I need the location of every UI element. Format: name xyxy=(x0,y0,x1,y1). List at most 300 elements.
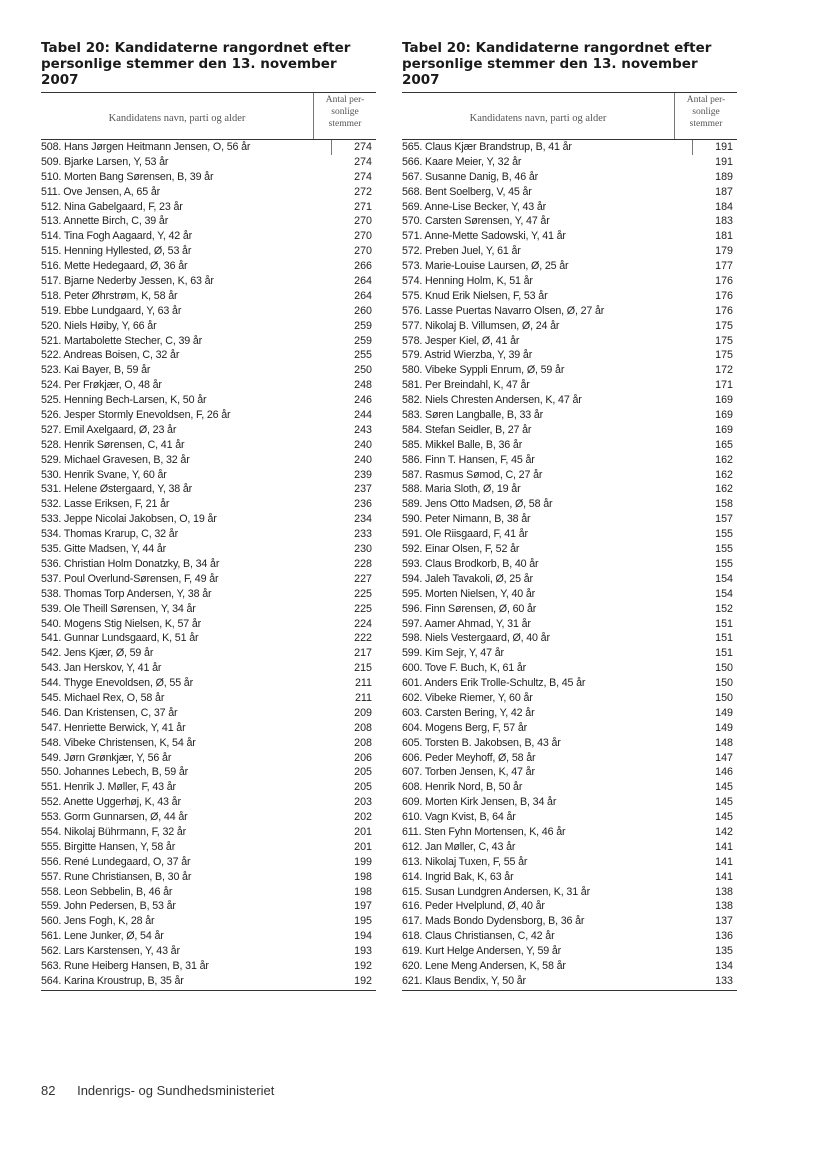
table-row xyxy=(402,229,737,244)
vote-count: 151 xyxy=(715,617,733,630)
candidate-name: 523. Kai Bayer, B, 59 år xyxy=(41,364,151,377)
table-row xyxy=(41,185,376,200)
vote-count: 138 xyxy=(715,900,733,913)
vote-count: 215 xyxy=(354,662,372,675)
vote-count: 149 xyxy=(715,721,733,734)
table-row xyxy=(41,959,376,974)
candidate-name: 520. Niels Høiby, Y, 66 år xyxy=(41,319,157,332)
vote-count: 243 xyxy=(354,423,372,436)
candidate-name: 586. Finn T. Hansen, F, 45 år xyxy=(402,453,535,466)
table-row xyxy=(41,438,376,453)
vote-count: 234 xyxy=(354,513,372,526)
candidate-name: 573. Marie-Louise Laursen, Ø, 25 år xyxy=(402,260,569,273)
table-row xyxy=(402,393,737,408)
candidate-name: 598. Niels Vestergaard, Ø, 40 år xyxy=(402,632,550,645)
table-row xyxy=(41,914,376,929)
table-row xyxy=(402,572,737,587)
table-row xyxy=(41,587,376,602)
table-row xyxy=(402,289,737,304)
table-row xyxy=(41,602,376,617)
table-row xyxy=(41,482,376,497)
vote-count: 211 xyxy=(354,691,372,704)
table-row xyxy=(402,959,737,974)
table-row xyxy=(41,721,376,736)
vote-count: 187 xyxy=(715,185,733,198)
table-row xyxy=(402,795,737,810)
candidate-name: 558. Leon Sebbelin, B, 46 år xyxy=(41,885,173,898)
candidate-name: 562. Lars Karstensen, Y, 43 år xyxy=(41,945,180,958)
table-row xyxy=(402,691,737,706)
vote-count: 158 xyxy=(715,498,733,511)
vote-count: 150 xyxy=(715,677,733,690)
table-row xyxy=(402,244,737,259)
vote-count: 169 xyxy=(715,423,733,436)
candidate-name: 582. Niels Chresten Andersen, K, 47 år xyxy=(402,394,582,407)
candidate-name: 518. Peter Øhrstrøm, K, 58 år xyxy=(41,289,178,302)
vote-count: 176 xyxy=(715,289,733,302)
vote-count: 138 xyxy=(715,885,733,898)
table-row xyxy=(402,527,737,542)
table-row xyxy=(41,200,376,215)
candidate-name: 603. Carsten Bering, Y, 42 år xyxy=(402,706,535,719)
vote-count: 246 xyxy=(354,394,372,407)
candidate-name: 509. Bjarke Larsen, Y, 53 år xyxy=(41,155,169,168)
candidate-table xyxy=(41,92,376,991)
vote-count: 150 xyxy=(715,691,733,704)
vote-count: 169 xyxy=(715,409,733,422)
vote-count: 202 xyxy=(354,811,372,824)
table-row xyxy=(402,736,737,751)
candidate-name: 542. Jens Kjær, Ø, 59 år xyxy=(41,647,154,660)
table-row xyxy=(41,259,376,274)
header-votes: Antal per-sonlige stemmer xyxy=(674,93,737,139)
vote-count: 230 xyxy=(354,543,372,556)
vote-count: 222 xyxy=(354,632,372,645)
vote-count: 155 xyxy=(715,528,733,541)
candidate-name: 508. Hans Jørgen Heitmann Jensen, O, 56 år xyxy=(41,140,332,155)
table-row xyxy=(402,378,737,393)
vote-count: 205 xyxy=(354,766,372,779)
candidate-name: 559. John Pedersen, B, 53 år xyxy=(41,900,176,913)
table-row xyxy=(41,617,376,632)
vote-count: 198 xyxy=(354,870,372,883)
candidate-name: 578. Jesper Kiel, Ø, 41 år xyxy=(402,334,520,347)
table-row xyxy=(402,676,737,691)
candidate-name: 601. Anders Erik Trolle-Schultz, B, 45 år xyxy=(402,677,586,690)
vote-count: 145 xyxy=(715,796,733,809)
table-row xyxy=(402,631,737,646)
vote-count: 162 xyxy=(715,483,733,496)
table-row xyxy=(41,706,376,721)
vote-count: 225 xyxy=(354,587,372,600)
candidate-name: 604. Mogens Berg, F, 57 år xyxy=(402,721,528,734)
table-row xyxy=(402,274,737,289)
publisher: Indenrigs- og Sundhedsministeriet xyxy=(77,1083,275,1098)
vote-count: 198 xyxy=(354,885,372,898)
table-row xyxy=(402,840,737,855)
table-row xyxy=(402,468,737,483)
table-row xyxy=(402,914,737,929)
table-row xyxy=(41,378,376,393)
vote-count: 239 xyxy=(354,468,372,481)
candidate-name: 620. Lene Meng Andersen, K, 58 år xyxy=(402,959,566,972)
vote-count: 147 xyxy=(715,751,733,764)
candidate-name: 519. Ebbe Lundgaard, Y, 63 år xyxy=(41,304,182,317)
table-row xyxy=(41,289,376,304)
vote-count: 154 xyxy=(715,572,733,585)
candidate-name: 617. Mads Bondo Dydensborg, B, 36 år xyxy=(402,915,585,928)
table-row xyxy=(402,810,737,825)
vote-count: 148 xyxy=(715,736,733,749)
vote-count: 146 xyxy=(715,766,733,779)
table-row xyxy=(402,765,737,780)
table-row xyxy=(402,512,737,527)
vote-count: 201 xyxy=(354,825,372,838)
table-row xyxy=(41,810,376,825)
vote-count: 177 xyxy=(715,260,733,273)
vote-count: 266 xyxy=(354,260,372,273)
table-row xyxy=(402,334,737,349)
vote-count: 176 xyxy=(715,275,733,288)
table-row xyxy=(41,676,376,691)
table-row xyxy=(41,736,376,751)
candidate-name: 580. Vibeke Syppli Enrum, Ø, 59 år xyxy=(402,364,565,377)
table-rows xyxy=(402,140,737,989)
candidate-name: 517. Bjarne Nederby Jessen, K, 63 år xyxy=(41,275,214,288)
candidate-name: 516. Mette Hedegaard, Ø, 36 år xyxy=(41,260,188,273)
table-row xyxy=(41,244,376,259)
table-row xyxy=(41,319,376,334)
candidate-name: 555. Birgitte Hansen, Y, 58 år xyxy=(41,840,176,853)
vote-count: 208 xyxy=(354,721,372,734)
vote-count: 206 xyxy=(354,751,372,764)
vote-count: 211 xyxy=(354,677,372,690)
vote-count: 224 xyxy=(354,617,372,630)
candidate-name: 556. René Lundegaard, O, 37 år xyxy=(41,855,191,868)
vote-count: 141 xyxy=(715,840,733,853)
candidate-name: 588. Maria Sloth, Ø, 19 år xyxy=(402,483,521,496)
table-row xyxy=(402,557,737,572)
vote-count: 181 xyxy=(715,230,733,243)
page-number: 82 xyxy=(41,1083,56,1098)
vote-count: 272 xyxy=(354,185,372,198)
candidate-name: 528. Henrik Sørensen, C, 41 år xyxy=(41,438,185,451)
candidate-name: 611. Sten Fyhn Mortensen, K, 46 år xyxy=(402,825,566,838)
candidate-name: 596. Finn Sørensen, Ø, 60 år xyxy=(402,602,537,615)
vote-count: 135 xyxy=(715,945,733,958)
candidate-name: 553. Gorm Gunnarsen, Ø, 44 år xyxy=(41,811,188,824)
table-row xyxy=(41,840,376,855)
vote-count: 151 xyxy=(715,647,733,660)
candidate-name: 511. Ove Jensen, A, 65 år xyxy=(41,185,161,198)
table-row xyxy=(41,527,376,542)
candidate-name: 575. Knud Erik Nielsen, F, 53 år xyxy=(402,289,548,302)
candidate-name: 597. Aamer Ahmad, Y, 31 år xyxy=(402,617,531,630)
table-row xyxy=(402,929,737,944)
vote-count: 240 xyxy=(354,438,372,451)
table-row xyxy=(41,870,376,885)
candidate-name: 619. Kurt Helge Andersen, Y, 59 år xyxy=(402,945,562,958)
candidate-name: 563. Rune Heiberg Hansen, B, 31 år xyxy=(41,959,209,972)
candidate-name: 566. Kaare Meier, Y, 32 år xyxy=(402,155,522,168)
candidate-name: 583. Søren Langballe, B, 33 år xyxy=(402,409,544,422)
table-row xyxy=(41,691,376,706)
candidate-name: 590. Peter Nimann, B, 38 år xyxy=(402,513,531,526)
table-row xyxy=(41,140,376,155)
vote-count: 169 xyxy=(715,394,733,407)
vote-count: 195 xyxy=(354,915,372,928)
table-row xyxy=(402,200,737,215)
table-row xyxy=(402,706,737,721)
table-row xyxy=(402,259,737,274)
candidate-name: 576. Lasse Puertas Navarro Olsen, Ø, 27 år xyxy=(402,304,605,317)
table-row xyxy=(41,751,376,766)
vote-count: 264 xyxy=(354,275,372,288)
vote-count: 274 xyxy=(354,170,372,183)
vote-count: 189 xyxy=(715,170,733,183)
vote-count: 236 xyxy=(354,498,372,511)
vote-count: 271 xyxy=(354,200,372,213)
table-row xyxy=(41,274,376,289)
candidate-name: 525. Henning Bech-Larsen, K, 50 år xyxy=(41,394,207,407)
table-row xyxy=(402,974,737,989)
candidate-name: 510. Morten Bang Sørensen, B, 39 år xyxy=(41,170,214,183)
vote-count: 162 xyxy=(715,468,733,481)
vote-count: 270 xyxy=(354,230,372,243)
candidate-name: 531. Helene Østergaard, Y, 38 år xyxy=(41,483,193,496)
table-row xyxy=(41,780,376,795)
candidate-name: 546. Dan Kristensen, C, 37 år xyxy=(41,706,178,719)
candidate-name: 539. Ole Theill Sørensen, Y, 34 år xyxy=(41,602,196,615)
vote-count: 225 xyxy=(354,602,372,615)
candidate-name: 541. Gunnar Lundsgaard, K, 51 år xyxy=(41,632,199,645)
vote-count: 171 xyxy=(715,379,733,392)
vote-count: 194 xyxy=(354,930,372,943)
vote-count: 191 xyxy=(715,155,733,168)
candidate-name: 585. Mikkel Balle, B, 36 år xyxy=(402,438,523,451)
candidate-name: 521. Martabolette Stecher, C, 39 år xyxy=(41,334,203,347)
vote-count: 134 xyxy=(715,959,733,972)
candidate-name: 606. Peder Meyhoff, Ø, 58 år xyxy=(402,751,536,764)
candidate-table xyxy=(402,92,737,991)
candidate-name: 560. Jens Fogh, K, 28 år xyxy=(41,915,155,928)
vote-count: 172 xyxy=(715,364,733,377)
table-row xyxy=(402,602,737,617)
table-title: Tabel 20: Kandidaterne rangordnet efter personlige stemmer den 13. november 2007 xyxy=(41,40,351,88)
table-row xyxy=(402,214,737,229)
vote-count: 155 xyxy=(715,557,733,570)
candidate-name: 567. Susanne Danig, B, 46 år xyxy=(402,170,539,183)
table-row xyxy=(402,482,737,497)
candidate-name: 612. Jan Møller, C, 43 år xyxy=(402,840,516,853)
vote-count: 165 xyxy=(715,438,733,451)
candidate-name: 547. Henriette Berwick, Y, 41 år xyxy=(41,721,186,734)
table-row xyxy=(41,944,376,959)
table-row xyxy=(402,453,737,468)
table-row xyxy=(402,185,737,200)
table-end-rule xyxy=(41,990,376,991)
vote-count: 192 xyxy=(354,974,372,987)
table-row xyxy=(402,408,737,423)
vote-count: 199 xyxy=(354,855,372,868)
candidate-name: 548. Vibeke Christensen, K, 54 år xyxy=(41,736,196,749)
candidate-name: 570. Carsten Sørensen, Y, 47 år xyxy=(402,215,550,228)
candidate-name: 537. Poul Overlund-Sørensen, F, 49 år xyxy=(41,572,219,585)
table-row xyxy=(402,170,737,185)
vote-count: 193 xyxy=(354,945,372,958)
table-row xyxy=(41,363,376,378)
vote-count: 179 xyxy=(715,245,733,258)
vote-count: 240 xyxy=(354,453,372,466)
candidate-name: 545. Michael Rex, O, 58 år xyxy=(41,691,165,704)
candidate-name: 536. Christian Holm Donatzky, B, 34 år xyxy=(41,557,220,570)
vote-count: 270 xyxy=(354,245,372,258)
vote-count: 184 xyxy=(715,200,733,213)
table-row xyxy=(41,825,376,840)
candidate-name: 605. Torsten B. Jakobsen, B, 43 år xyxy=(402,736,561,749)
table-row xyxy=(402,646,737,661)
vote-count: 255 xyxy=(354,349,372,362)
vote-count: 197 xyxy=(354,900,372,913)
table-row xyxy=(402,155,737,170)
candidate-name: 600. Tove F. Buch, K, 61 år xyxy=(402,662,527,675)
table-row xyxy=(402,423,737,438)
table-row xyxy=(402,363,737,378)
table-row xyxy=(41,542,376,557)
candidate-name: 529. Michael Gravesen, B, 32 år xyxy=(41,453,190,466)
table-row xyxy=(402,885,737,900)
vote-count: 209 xyxy=(354,706,372,719)
vote-count: 250 xyxy=(354,364,372,377)
table-row xyxy=(41,229,376,244)
candidate-name: 579. Astrid Wierzba, Y, 39 år xyxy=(402,349,533,362)
vote-count: 274 xyxy=(354,141,372,153)
candidate-name: 577. Nikolaj B. Villumsen, Ø, 24 år xyxy=(402,319,560,332)
header-votes: Antal per-sonlige stemmer xyxy=(313,93,376,139)
candidate-name: 549. Jørn Grønkjær, Y, 56 år xyxy=(41,751,172,764)
vote-count: 248 xyxy=(354,379,372,392)
right-column xyxy=(402,40,737,991)
table-row xyxy=(402,855,737,870)
vote-count: 183 xyxy=(715,215,733,228)
table-row xyxy=(402,899,737,914)
candidate-name: 572. Preben Juel, Y, 61 år xyxy=(402,245,521,258)
vote-count: 149 xyxy=(715,706,733,719)
candidate-name: 595. Morten Nielsen, Y, 40 år xyxy=(402,587,536,600)
vote-count: 259 xyxy=(354,334,372,347)
table-row xyxy=(41,661,376,676)
vote-count: 142 xyxy=(715,825,733,838)
candidate-name: 538. Thomas Torp Andersen, Y, 38 år xyxy=(41,587,212,600)
vote-count: 270 xyxy=(354,215,372,228)
vote-count: 244 xyxy=(354,409,372,422)
table-row xyxy=(41,408,376,423)
candidate-name: 535. Gitte Madsen, Y, 44 år xyxy=(41,543,167,556)
table-row xyxy=(41,214,376,229)
table-row xyxy=(41,765,376,780)
candidate-name: 584. Stefan Seidler, B, 27 år xyxy=(402,423,532,436)
table-row xyxy=(41,899,376,914)
table-row xyxy=(41,334,376,349)
table-row xyxy=(402,617,737,632)
candidate-name: 609. Morten Kirk Jensen, B, 34 år xyxy=(402,796,557,809)
candidate-name: 592. Einar Olsen, F, 52 år xyxy=(402,543,520,556)
vote-count: 141 xyxy=(715,870,733,883)
table-row xyxy=(402,751,737,766)
table-row xyxy=(41,453,376,468)
table-header xyxy=(41,93,376,140)
vote-count: 152 xyxy=(715,602,733,615)
table-row xyxy=(41,170,376,185)
vote-count: 228 xyxy=(354,557,372,570)
vote-count: 154 xyxy=(715,587,733,600)
vote-count: 274 xyxy=(354,155,372,168)
candidate-name: 621. Klaus Bendix, Y, 50 år xyxy=(402,974,526,987)
table-row xyxy=(41,512,376,527)
vote-count: 176 xyxy=(715,304,733,317)
candidate-name: 615. Susan Lundgren Andersen, K, 31 år xyxy=(402,885,591,898)
vote-count: 145 xyxy=(715,781,733,794)
candidate-name: 530. Henrik Svane, Y, 60 år xyxy=(41,468,167,481)
candidate-name: 594. Jaleh Tavakoli, Ø, 25 år xyxy=(402,572,533,585)
candidate-name: 524. Per Frøkjær, O, 48 år xyxy=(41,379,162,392)
candidate-name: 569. Anne-Lise Becker, Y, 43 år xyxy=(402,200,547,213)
table-row xyxy=(402,661,737,676)
vote-count: 157 xyxy=(715,513,733,526)
candidate-name: 593. Claus Brodkorb, B, 40 år xyxy=(402,557,539,570)
candidate-name: 565. Claus Kjær Brandstrup, B, 41 år xyxy=(402,140,693,155)
candidate-name: 589. Jens Otto Madsen, Ø, 58 år xyxy=(402,498,553,511)
candidate-name: 591. Ole Riisgaard, F, 41 år xyxy=(402,528,528,541)
vote-count: 137 xyxy=(715,915,733,928)
candidate-name: 515. Henning Hyllested, Ø, 53 år xyxy=(41,245,192,258)
vote-count: 155 xyxy=(715,543,733,556)
candidate-name: 599. Kim Sejr, Y, 47 år xyxy=(402,647,504,660)
candidate-name: 557. Rune Christiansen, B, 30 år xyxy=(41,870,192,883)
candidate-name: 544. Thyge Enevoldsen, Ø, 55 år xyxy=(41,677,194,690)
vote-count: 145 xyxy=(715,811,733,824)
table-row xyxy=(402,587,737,602)
table-row xyxy=(41,885,376,900)
vote-count: 205 xyxy=(354,781,372,794)
table-end-rule xyxy=(402,990,737,991)
candidate-name: 613. Nikolaj Tuxen, F, 55 år xyxy=(402,855,528,868)
candidate-name: 550. Johannes Lebech, B, 59 år xyxy=(41,766,189,779)
table-row xyxy=(41,304,376,319)
table-row xyxy=(402,944,737,959)
candidate-name: 610. Vagn Kvist, B, 64 år xyxy=(402,811,516,824)
table-row xyxy=(41,348,376,363)
candidate-name: 571. Anne-Mette Sadowski, Y, 41 år xyxy=(402,230,566,243)
table-row xyxy=(41,557,376,572)
table-row xyxy=(41,497,376,512)
vote-count: 175 xyxy=(715,334,733,347)
table-row xyxy=(402,438,737,453)
candidate-name: 587. Rasmus Sømod, C, 27 år xyxy=(402,468,543,481)
candidate-name: 568. Bent Soelberg, V, 45 år xyxy=(402,185,532,198)
candidate-name: 513. Annette Birch, C, 39 år xyxy=(41,215,169,228)
table-rows xyxy=(41,140,376,989)
table-row xyxy=(41,795,376,810)
candidate-name: 607. Torben Jensen, K, 47 år xyxy=(402,766,535,779)
table-row xyxy=(402,825,737,840)
vote-count: 203 xyxy=(354,796,372,809)
table-row xyxy=(402,870,737,885)
vote-count: 151 xyxy=(715,632,733,645)
table-row xyxy=(402,780,737,795)
vote-count: 175 xyxy=(715,319,733,332)
header-name: Kandidatens navn, parti og alder xyxy=(469,112,607,124)
